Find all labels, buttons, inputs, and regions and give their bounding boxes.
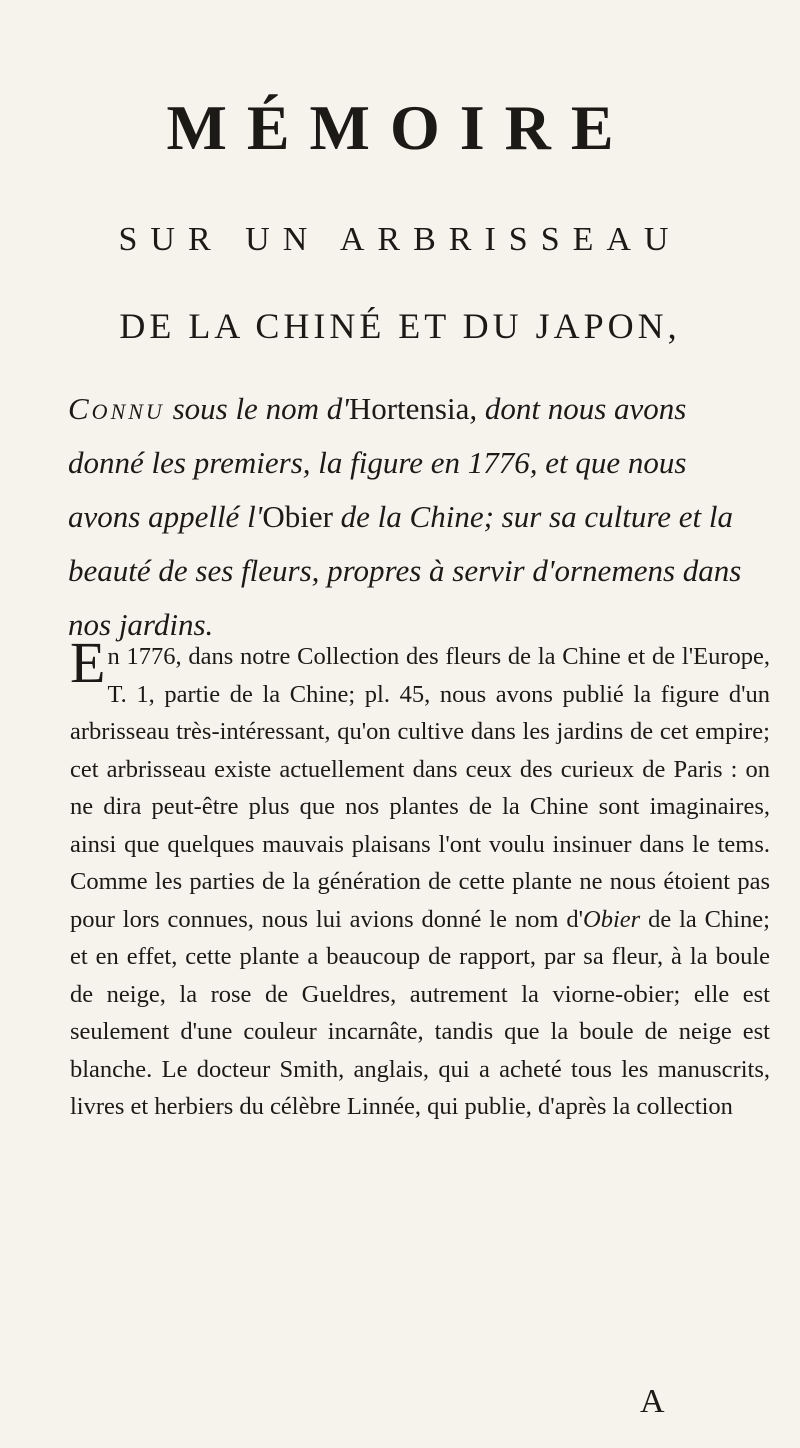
- subtitle-lead: Connu: [68, 391, 165, 426]
- title-line-2: SUR UN ARBRISSEAU: [118, 221, 682, 258]
- title-line-3: DE LA CHINÉ ET DU JAPON,: [119, 306, 681, 346]
- subtitle-part-3: de la Chine; sur sa culture et la beauté de ses fleurs, propres à servir d'ornemens dans nos jardins.: [68, 499, 742, 642]
- body-italic-obier: Obier: [583, 905, 641, 933]
- subtitle-name-hortensia: Hortensia: [348, 391, 470, 426]
- body-part-2: de la Chine; et en effet, cette plante a beaucoup de rapport, par sa fleur, à la boule de neige, la rose de Gueldres, autrement la viorne-obier; elle est seulement d'une couleur incarnâte, tandis que la boule de neige est blanche. Le docteur Smith, anglais, qui a acheté tous les manuscrits, livres et herbiers du célèbre Linnée, qui publie, d'après la collection: [70, 905, 770, 1120]
- subtitle-part-1: sous le nom d': [164, 391, 349, 426]
- title-memoire: MÉMOIRE: [166, 92, 634, 163]
- subtitle-paragraph: [68, 382, 758, 652]
- body-part-1: n 1776, dans notre Collection des fleurs de la Chine et de l'Europe, T. 1, partie de la Chine; pl. 45, nous avons publié la figure d'un arbrisseau très-intéressant, qu'on cultive dans les jardins de cet empire; cet arbrisseau existe actuellement dans ceux des curieux de Paris : on ne dira peut-être plus que nos plantes de la Chine sont imaginaires, ainsi que quelques mauvais plaisans l'ont voulu insinuer dans le tems. Comme les parties de la génération de cette plante ne nous étoient pas pour lors connues, nous lui avions donné le nom d': [70, 643, 770, 933]
- body-paragraph: [70, 630, 770, 1126]
- subtitle-name-obier: Obier: [262, 499, 333, 534]
- subtitle-part-2: , dont nous avons donné les premiers, la figure en 1776, et que nous avons appellé l': [68, 391, 687, 534]
- drop-cap: E: [70, 630, 106, 695]
- catchword: A: [640, 1383, 665, 1420]
